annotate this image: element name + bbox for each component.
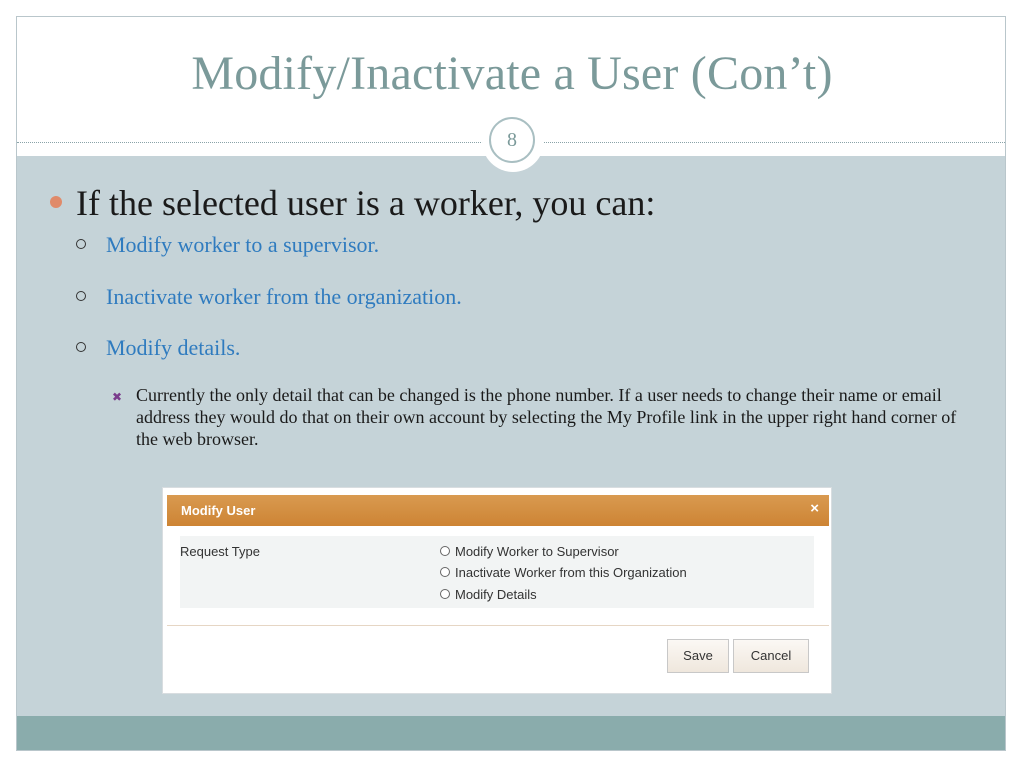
bullet-ring-icon (76, 342, 86, 352)
main-bullet-text: If the selected user is a worker, you can: (76, 183, 656, 223)
sub-bullet-text: Inactivate worker from the organization. (106, 284, 462, 309)
sub-bullet-text: Modify worker to a supervisor. (106, 232, 380, 257)
radio-label[interactable]: Modify Details (455, 587, 537, 602)
radio-label[interactable]: Inactivate Worker from this Organization (455, 565, 687, 580)
slide-title: Modify/Inactivate a User (Con’t) (191, 47, 833, 100)
radio-button[interactable] (440, 589, 450, 599)
modify-user-dialog (162, 487, 832, 694)
radio-button[interactable] (440, 567, 450, 577)
dialog-divider (167, 625, 829, 626)
dialog-title: Modify User (181, 503, 256, 518)
footer-bar (17, 716, 1005, 750)
save-button[interactable]: Save (667, 639, 729, 673)
x-bullet-icon: ✖ (112, 390, 123, 404)
detail-bullet-text: Currently the only detail that can be changed is the phone number. If a user needs to change their name or email address they would do that on their own account by selecting the My Profile link in the upper right hand corner of the web browser. (136, 385, 957, 449)
request-type-label: Request Type (180, 544, 260, 559)
bullet-dot-icon (50, 196, 62, 208)
page-number: 8 (489, 117, 535, 163)
sub-bullet-text: Modify details. (106, 335, 241, 360)
radio-label[interactable]: Modify Worker to Supervisor (455, 544, 619, 559)
bullet-ring-icon (76, 291, 86, 301)
cancel-button[interactable]: Cancel (733, 639, 809, 673)
radio-button[interactable] (440, 546, 450, 556)
request-type-panel (180, 536, 814, 608)
dialog-header (167, 495, 829, 526)
close-icon[interactable]: × (810, 500, 819, 517)
bullet-ring-icon (76, 239, 86, 249)
